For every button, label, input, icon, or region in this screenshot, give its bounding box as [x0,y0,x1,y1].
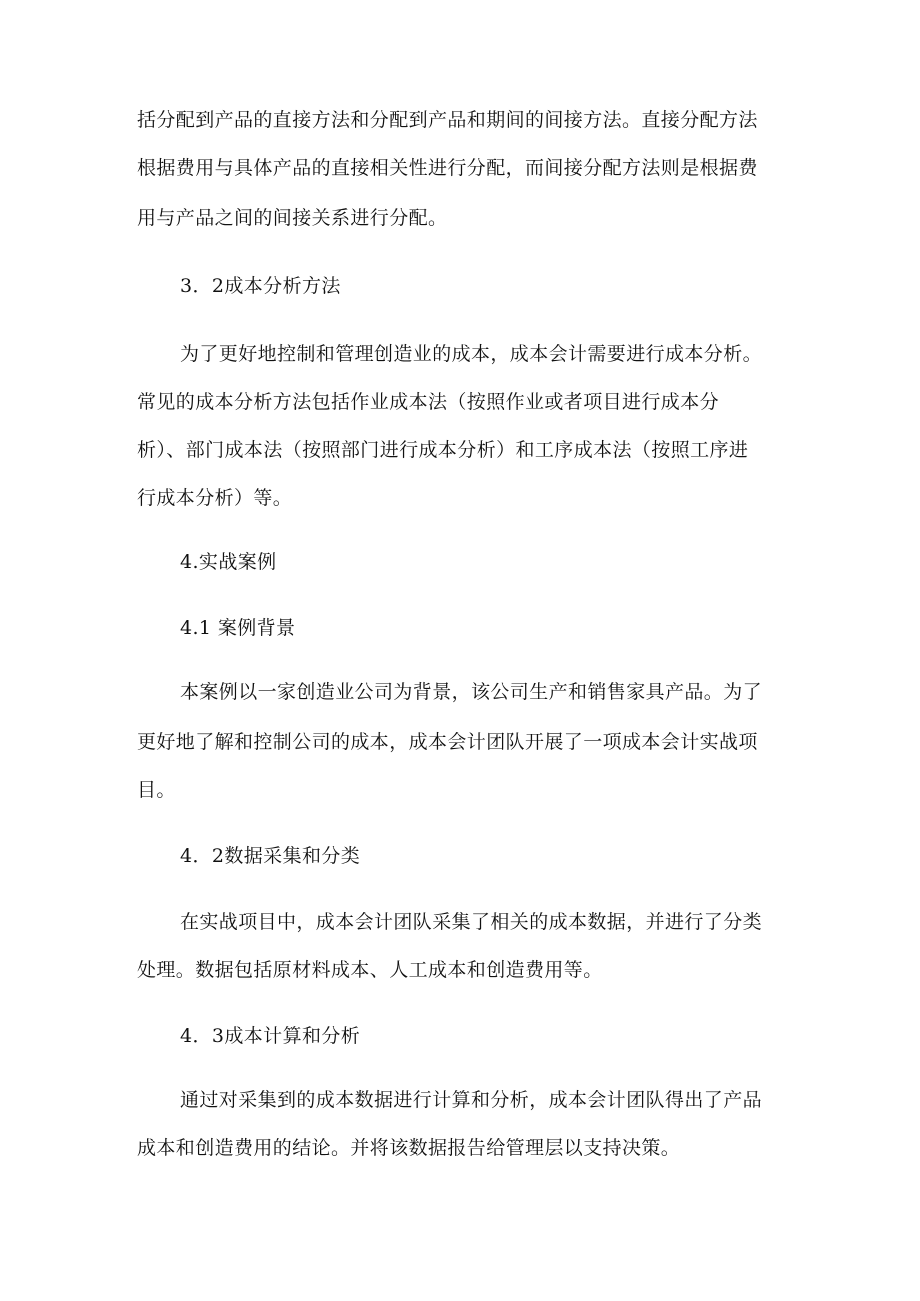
paragraph-line: 在实战项目中，成本会计团队采集了相关的成本数据，并进行了分类 [180,911,763,933]
paragraph-line: 常见的成本分析方法包括作业成本法（按照作业或者项目进行成本分 [137,391,720,413]
paragraph-line: 括分配到产品的直接方法和分配到产品和期间的间接方法。直接分配方法 [137,109,758,131]
paragraph-line: 成本和创造费用的结论。并将该数据报告给管理层以支持决策。 [137,1137,681,1159]
paragraph-line: 析）、部门成本法（按照部门进行成本分析）和工序成本法（按照工序进 [137,439,749,461]
section-heading: 3．2成本分析方法 [180,275,341,297]
paragraph-line: 更好地了解和控制公司的成本，成本会计团队开展了一项成本会计实战项 [137,731,758,753]
paragraph-line: 为了更好地控制和管理创造业的成本，成本会计需要进行成本分析。 [180,343,763,365]
paragraph-line: 用与产品之间的间接关系进行分配。 [137,207,448,229]
section-heading: 4.实战案例 [180,551,277,573]
paragraph-line: 目。 [137,779,176,801]
paragraph-line: 通过对采集到的成本数据进行计算和分析，成本会计团队得出了产品 [180,1089,763,1111]
paragraph-line: 处理。数据包括原材料成本、人工成本和创造费用等。 [137,959,603,981]
section-heading: 4.1 案例背景 [180,617,296,639]
paragraph-line: 根据费用与具体产品的直接相关性进行分配，而间接分配方法则是根据费 [137,157,758,179]
section-heading: 4．3成本计算和分析 [180,1025,361,1047]
paragraph-line: 行成本分析）等。 [137,487,293,509]
paragraph-line: 本案例以一家创造业公司为背景，该公司生产和销售家具产品。为了 [180,681,763,703]
section-heading: 4．2数据采集和分类 [180,845,361,867]
